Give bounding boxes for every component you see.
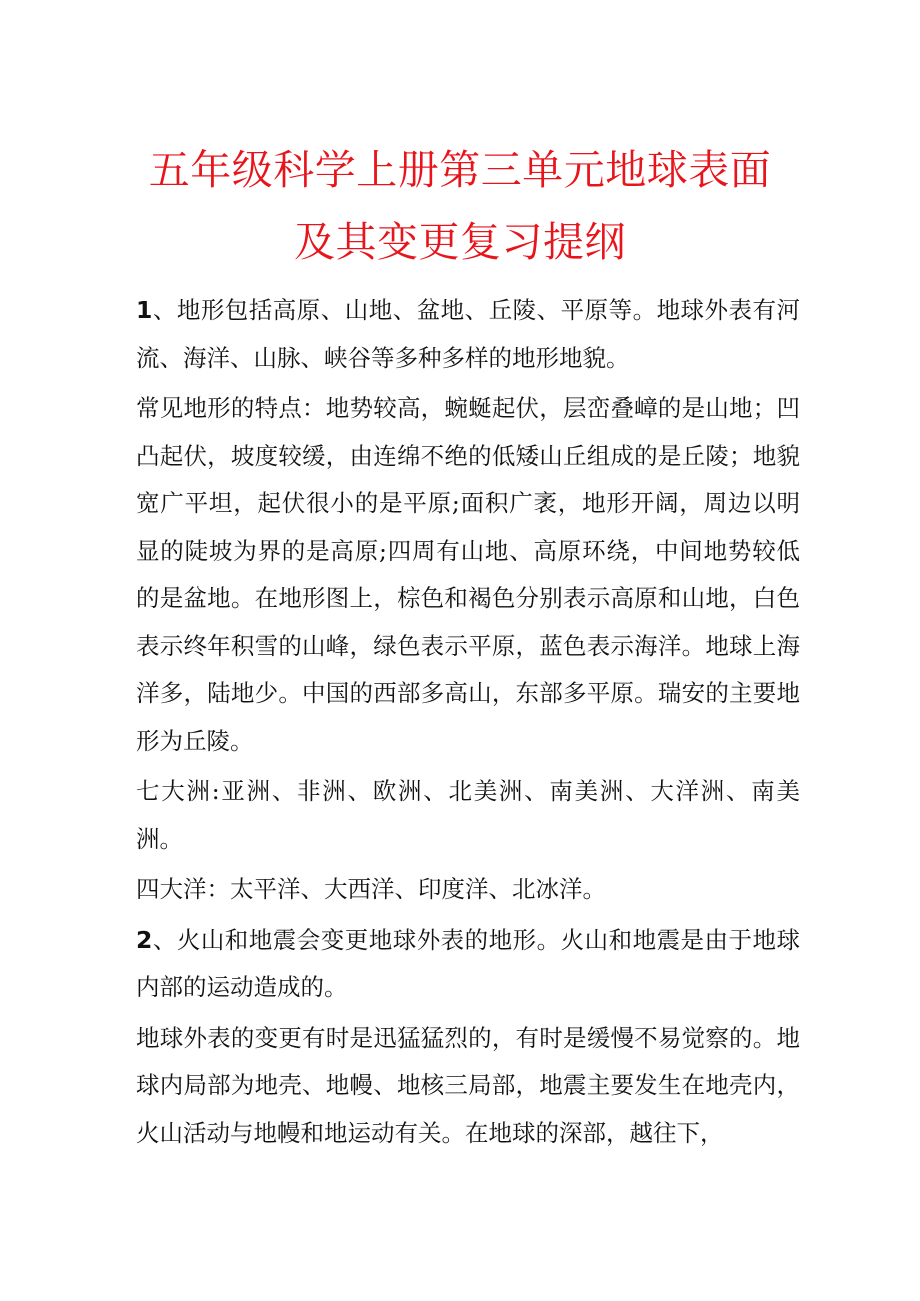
paragraph-continents	[136, 768, 800, 863]
paragraph-text: 地球外表的变更有时是迅猛猛烈的，有时是缓慢不易觉察的。地球内局部为地壳、地幔、地核三局部，地震主要发生在地壳内，火山活动与地幔和地运动有关。在地球的深部，越往下，	[136, 1023, 800, 1147]
paragraph-text: 、地形包括高原、山地、盆地、丘陵、平原等。地球外表有河流、海洋、山脉、峡谷等多种多样的地形地貌。	[136, 296, 800, 372]
paragraph-oceans	[136, 866, 800, 914]
paragraph-2	[136, 917, 800, 1012]
paragraph-text: 常见地形的特点：地势较高，蜿蜒起伏，层峦叠嶂的是山地；凹凸起伏，坡度较缓，由连绵不绝的低矮山丘组成的是丘陵；地貌宽广平坦，起伏很小的是平原;面积广袤，地形开阔，周边以明显的陡坡为界的是高原;四周有山地、高原环绕，中间地势较低的是盆地。在地形图上，棕色和褐色分别表示高原和山地，白色表示终年积雪的山峰，绿色表示平原，蓝色表示海洋。地球上海洋多，陆地少。中国的西部多高山，东部多平原。瑞安的主要地形为丘陵。	[136, 394, 800, 755]
paragraph-landforms	[136, 385, 800, 765]
paragraph-text: 、火山和地震会变更地球外表的地形。火山和地震是由于地球内部的运动造成的。	[136, 925, 800, 1001]
paragraph-earth-changes	[136, 1015, 800, 1158]
paragraph-1	[136, 287, 800, 382]
title-line-2: 及其变更复习提纲	[294, 218, 626, 266]
paragraph-text: 四大洋：太平洋、大西洋、印度洋、北冰洋。	[136, 875, 606, 903]
document-body	[136, 287, 800, 1157]
paragraph-number: 2	[136, 925, 153, 954]
title-line-1: 五年级科学上册第三单元地球表面	[148, 146, 772, 194]
paragraph-number: 1	[136, 296, 153, 324]
paragraph-text: 七大洲:亚洲、非洲、欧洲、北美洲、南美洲、大洋洲、南美洲。	[136, 777, 800, 853]
